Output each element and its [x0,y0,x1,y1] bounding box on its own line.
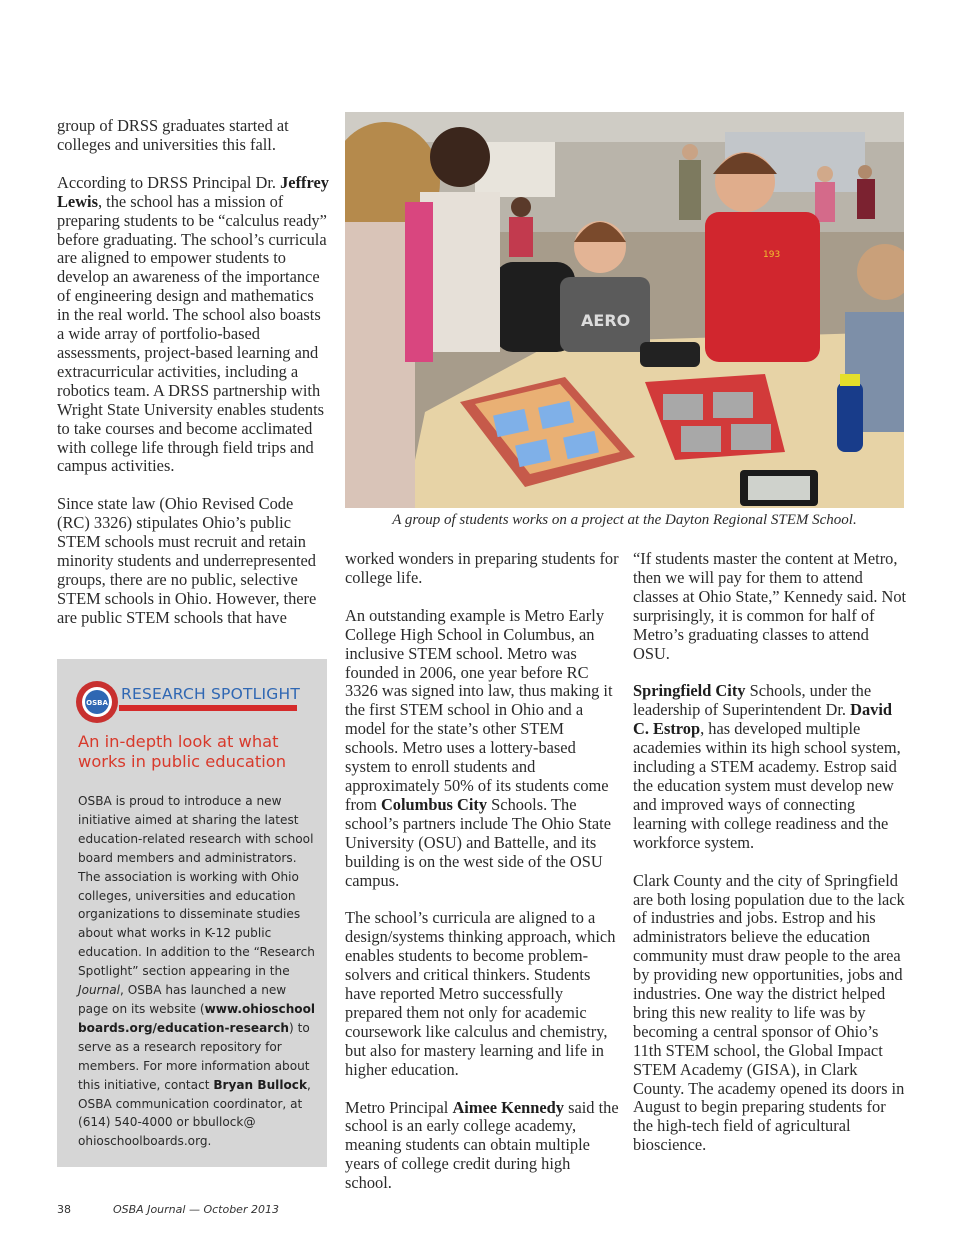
spotlight-body: OSBA is proud to introduce a new initiative aimed at sharing the latest education-related research with school board members and administrators. The association is working with Ohio colleges, universities and education organizations to disseminate studies about what works in K-12 public education. In addition to the “Research Spotlight” section appearing in the Journal, OSBA has launched a new page on its website (www.ohioschool boards.org/education-research) to serve as a research repository for members. For more information about this initiative, contact Bryan Bullock, OSBA communication coordinator, at (614) 540-4000 or bbullock@ ohioschoolboards.org. [78,794,316,1149]
journal-issue: OSBA Journal — October 2013 [113,1203,279,1216]
page-number: 38 [57,1203,71,1216]
spotlight-title: RESEARCH SPOTLIGHT [121,685,300,703]
article-column-left [57,117,329,628]
article-column-middle [345,550,620,1193]
district-name: Springfield City [633,681,746,701]
paragraph: “If students master the content at Metro, then we will pay for them to attend classes at Ohio State,” Kennedy said. Not surprisingly, it is common for half of Metro’s graduating classes to attend OSU. [633,549,907,663]
paragraph: Metro Principal Aimee Kennedy said the school is an early college academy, meaning students can obtain multiple years of college credit during high school. [345,1097,619,1193]
paragraph: worked wonders in preparing students for college life. [345,549,619,587]
research-spotlight-box [57,659,327,1167]
title-underline [119,705,297,711]
osba-seal-icon [75,680,119,724]
svg-text:OSBA: OSBA [86,699,108,707]
website-link[interactable]: www.ohioschool boards.org/education-research [78,1001,316,1035]
paragraph: Springfield City Schools, under the leadership of Superintendent Dr. David C. Estrop, has developed multiple academies within its high school system, including a STEM academy. Estrop said the education system must develop new and improved ways of connecting learning with college readiness and the workforce system. [633,681,901,852]
person-name: Aimee Kennedy [452,1097,564,1117]
paragraph: Clark County and the city of Springfield are both losing population due to the lack of industries and jobs. Estrop and his administrators believe the education community must draw people to the area by providing new opportunities, jobs and industries. One way the district helped bring this new reality to life was by becoming a central sponsor of Ohio’s 11th STEM school, the Global Impact STEM Academy (GISA), in Clark County. The academy opened its doors in August to begin preparing students for the high-tech field of agricultural bioscience. [633,870,905,1155]
paragraph: An outstanding example is Metro Early College High School in Columbus, an inclusive STEM school. Metro was founded in 2006, one year before RC 3326 was signed into law, thus making it the first STEM school in Ohio and a model for the state’s other STEM schools. Metro uses a lottery-based system to enroll students and approximately 50% of its students come from Columbus City Schools. The school’s partners include The Ohio State University (OSU) and Battelle, and its building is on the west side of the OSU campus. [345,605,613,890]
district-name: Columbus City [380,794,488,814]
spotlight-subtitle: An in-depth look at what works in public education [78,732,287,771]
article-column-right [633,550,908,1155]
paragraph: group of DRSS graduates started at colleges and universities this fall. [57,116,289,154]
page-footer [57,1203,279,1216]
contact-name: Bryan Bullock [213,1077,307,1092]
person-name: David C. Estrop [633,700,893,739]
paragraph: Since state law (Ohio Revised Code (RC) 3326) stipulates Ohio’s public STEM schools must recruit and retain minority students and underrepresented groups, there are no public, selective STEM schools in Ohio. However, there are public STEM schools that have [57,494,317,627]
person-name: Jeffrey Lewis [57,172,329,211]
paragraph: The school’s curricula are aligned to a design/systems thinking approach, which enables students to become problem-solvers and critical thinkers. Students have reported Metro successfully prepared them not only for academic coursework like calculus and chemistry, but also for mastery learning and life in higher education. [345,908,616,1079]
svg-text:193: 193 [763,250,781,260]
photo-caption: A group of students works on a project at the Dayton Regional STEM School. [392,512,857,528]
classroom-photo [345,112,904,508]
paragraph: According to DRSS Principal Dr. Jeffrey Lewis, the school has a mission of preparing students to be “calculus ready” before graduating. The school’s curricula are aligned to empower students to develop an awareness of the importance of engineering design and mathematics in the real world. The school also boasts a wide array of portfolio-based assessments, project-based learning and extracurricular activities, including a robotics team. A DRSS partnership with Wright State University enables students to take courses and become acclimated with college life through field trips and campus activities. [57,172,329,476]
svg-text:AERO: AERO [581,311,631,330]
